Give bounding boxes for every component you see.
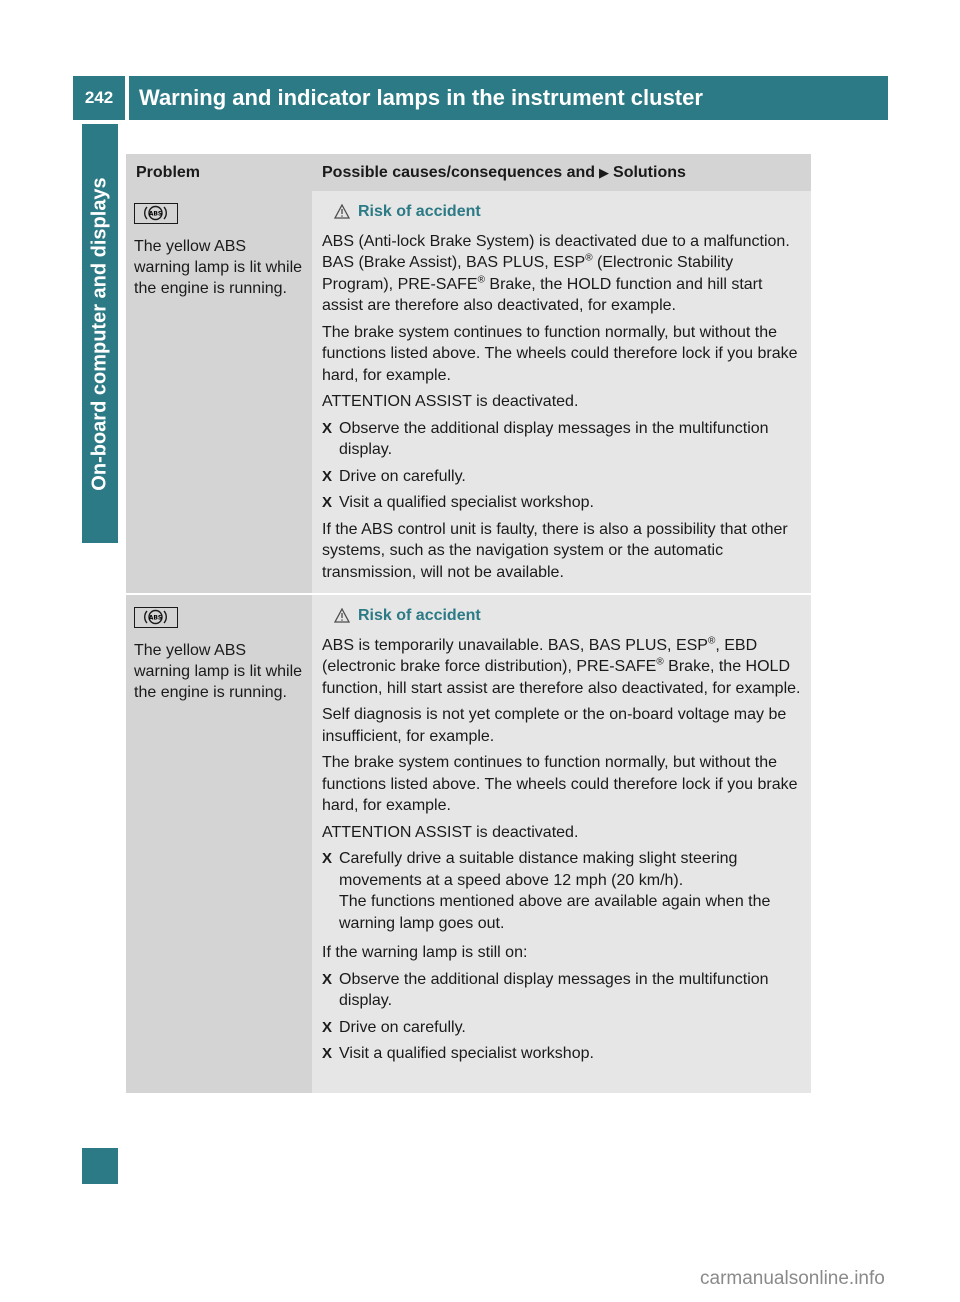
cause-paragraph: Self diagnosis is not yet complete or the on-board voltage may be insufficient, for example. [322,706,787,745]
step-marker-icon: X [322,850,333,867]
warning-label: Risk of accident [358,607,481,624]
warning-lamps-table [126,154,811,1095]
warning-triangle-icon [334,204,350,219]
causes-cell [314,191,811,593]
step-marker-icon: X [322,1045,333,1062]
problem-cell [126,595,314,1093]
solution-step: X Drive on carefully. [322,1017,805,1039]
cause-paragraph: ATTENTION ASSIST is deactivated. [322,823,579,841]
solution-step: X Visit a qualified specialist workshop. [322,1043,805,1065]
side-tab-label: On-board computer and displays [88,176,111,491]
cause-paragraph: If the ABS control unit is faulty, there is also a possibility that other systems, such as the navigation system or the automatic transmission, will not be available. [322,520,788,581]
side-marker [82,1148,118,1184]
abs-warning-lamp-icon [134,607,178,628]
cause-paragraph: If the warning lamp is still on: [322,944,528,961]
cause-paragraph: ATTENTION ASSIST is deactivated. [322,393,579,410]
warning-label: Risk of accident [358,203,481,220]
table-header [126,154,811,191]
watermark: carmanualsonline.info [700,1268,885,1289]
table-row [126,595,811,1095]
step-marker-icon: X [322,1018,333,1036]
cause-paragraph: The brake system continues to function normally, but without the functions listed above. The wheels could therefore lock if you brake hard, for example. [322,323,798,384]
column-header-causes-suffix: Solutions [613,163,686,181]
step-marker-icon: X [322,467,333,485]
play-arrow-icon: ▶ [599,164,610,180]
cause-paragraph: ABS (Anti-lock Brake System) is deactivated due to a malfunction. BAS (Brake Assist), BAS PLUS, ESP® (Electronic Stability Program), PRE-SAFE® Brake, the HOLD function and hill start assist are therefore also deactivated, for example. [322,232,790,314]
solution-step: X Drive on carefully. [322,466,805,488]
section-side-tab [82,124,118,543]
svg-text:ABS: ABS [148,614,163,622]
step-marker-icon: X [322,970,333,988]
step-marker-icon: X [322,419,333,437]
column-header-problem: Problem [136,163,201,181]
page-title: Warning and indicator lamps in the instrument cluster [129,76,888,120]
solution-step: X Observe the additional display messages in the multifunction display. [322,418,805,461]
problem-description: The yellow ABS warning lamp is lit while the engine is running. [134,642,303,701]
warning-notice [334,605,805,627]
page-number: 242 [73,76,125,120]
cause-paragraph: ABS is temporarily unavailable. BAS, BAS PLUS, ESP®, EBD (electronic brake force distribution), PRE-SAFE® Brake, the HOLD function, hill start assist are therefore also deactivated, for example. [322,635,801,697]
problem-description: The yellow ABS warning lamp is lit while the engine is running. [134,238,303,297]
problem-cell [126,191,314,593]
solution-step: X Visit a qualified specialist workshop. [322,492,805,514]
svg-text:ABS: ABS [148,210,163,218]
abs-warning-lamp-icon [134,203,178,224]
warning-triangle-icon [334,608,350,623]
causes-cell [314,595,811,1093]
warning-notice [334,201,805,223]
solution-step: X Carefully drive a suitable distance making slight steering movements at a speed above 12 mph (20 km/h). The functions mentioned above are available again when the warning lamp goes out. [322,848,805,934]
cause-paragraph: The brake system continues to function normally, but without the functions listed above. The wheels could therefore lock if you brake hard, for example. [322,754,798,814]
table-row [126,191,811,595]
solution-step: X Observe the additional display messages in the multifunction display. [322,969,805,1012]
column-header-causes-prefix: Possible causes/consequences and [322,163,596,181]
column-header-causes [314,154,811,191]
step-marker-icon: X [322,494,333,511]
